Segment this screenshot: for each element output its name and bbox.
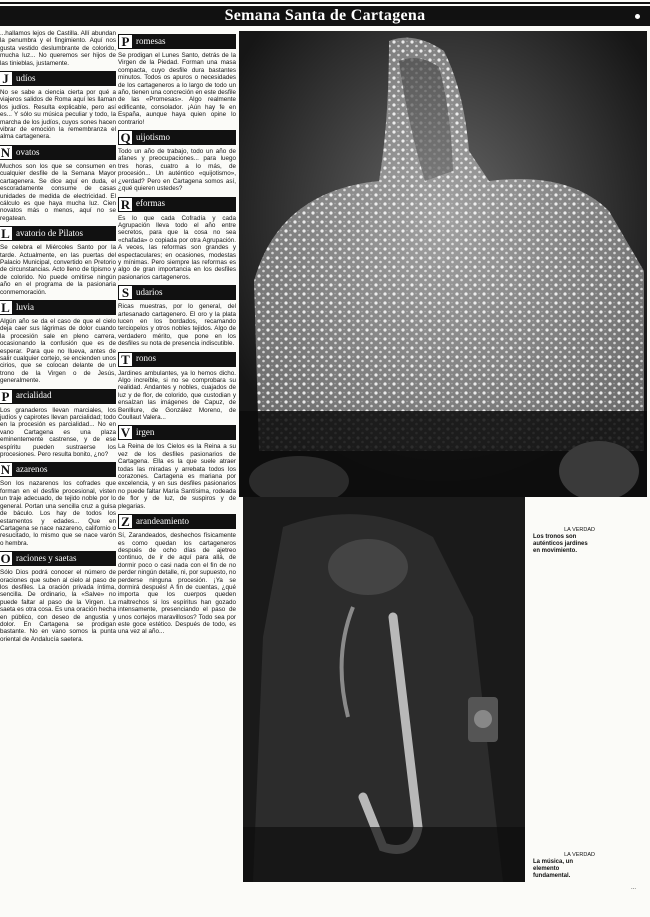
section-heading-text: irgen: [136, 427, 155, 438]
section-body-tronos: Jardines ambulantes, ya lo hemos dicho. Algo increíble, si no se comprobara su realidad. Andantes y nobles, cuajados de luz y de flor, de colorido, que custodian y ensalzan las imágenes de Capuz, de Benlliure, de González Moreno, de Coullaut Valera...: [118, 369, 236, 422]
section-heading-text: luvia: [16, 301, 34, 312]
drop-initial: T: [118, 352, 133, 367]
section-heading-oraciones: [0, 551, 116, 566]
caption-text: La música, un elemento fundamental.: [533, 859, 574, 879]
section-heading-text: ovatos: [16, 146, 40, 157]
section-heading-nazarenos: [0, 462, 116, 477]
middle-column: [118, 30, 236, 899]
section-body-virgen: La Reina de los Cielos es la Reina a su vez de los desfiles pasionarios de Cartagena. Ella es la que suele atraer todas las miradas y arrebata todos los corazones. Cartagena es mariana por excelencia, y en sus desfiles pasionarios no puede faltar María Santísima, rodeada de flor y de luz, de suspiros y de plegarias.: [118, 443, 236, 510]
throne-illustration: [239, 31, 647, 497]
section-heading-text: raciones y saetas: [16, 552, 77, 563]
section-heading-text: azarenos: [16, 464, 48, 475]
section-heading-text: udíos: [16, 72, 36, 83]
section-body-sudarios: Ricas muestras, por lo general, del artesanado cartagenero. El oro y la plata lucen en los bordados, recamando terciopelos y otros nobles tejidos. Algo de verdadero mérito, que pone en los desfiles su nota de presencia indiscutible.: [118, 303, 236, 348]
drop-initial: P: [0, 389, 13, 404]
section-body-nazarenos: Son los nazarenos los cofrades que forman en el desfile procesional, visten un traje adecuado, de tejido noble por lo general. Portan una sencilla cruz a guisa de báculo. Los hay de todos los estamentos y edades... Que en Cartagena se nace nazareno, californio o resucitado, lo mismo que se nace varón o hembra.: [0, 480, 116, 547]
drop-initial: Q: [118, 130, 133, 145]
photo-credit: LA VERDAD: [564, 852, 595, 858]
section-body-zarandeamiento: Sí, Zarandeados, deshechos físicamente es como quedan los cartageneros después de ocho días de ajetreo continuo, de ir de aquí para allá, de dormir poco o casi nada con el fin de no perder ningún detalle, ni, por supuesto, no perderse ninguna procesión. ¡Ya se dormirá después! A fin de cuentas, ¿qué importa que los cuerpos queden maltrechos si los espíritus han gozado intensamente, presenciando el paso de unos cortejos maravillosos? Todo sea por este goce estético. Después de todo, es una vez al año...: [118, 532, 236, 636]
section-heading-virgen: [118, 425, 236, 440]
page-banner: [0, 6, 650, 26]
drop-initial: P: [118, 34, 133, 49]
section-body-novatos: Muchos son los que se consumen en cualquier desfile de la Semana Mayor cartagenera. Se dice aquí en duda, el escoradamente consume de casas unidades de medida de electricidad. El cálculo es que haya mucha luz. Cien novatos más o menos, aquí no se regatean.: [0, 162, 116, 222]
drop-initial: L: [0, 300, 13, 315]
photo-band-musician: [243, 497, 525, 882]
drop-initial: N: [0, 145, 13, 160]
photo-credit: LA VERDAD: [564, 527, 595, 533]
drop-initial: R: [118, 197, 133, 212]
section-heading-judios: [0, 71, 116, 86]
section-heading-reformas: [118, 197, 236, 212]
section-heading-novatos: [0, 145, 116, 160]
section-heading-text: udarios: [136, 286, 163, 297]
section-body-oraciones: Sólo Dios podrá conocer el número de oraciones que suben al cielo al paso de los desfiles. La oración privada íntima, sencilla. De ordinario, la «Salve» no puede faltar al paso de la Virgen. La saeta es otra cosa. Es una oración hecha en público, con deseo de angustia y dolor. En Cartagena se prodigan bastante. No en vano somos la punta oriental de Andalucía saetera.: [0, 569, 116, 643]
section-heading-text: arcialidad: [16, 390, 52, 401]
section-body-lluvia: Algún año se da el caso de que el cielo deja caer sus lágrimas de dolor cuando la procesión sale en pleno carrera, ocasionando la confusión que es de esperar. Para que no llueva, antes de salir cualquier cortejo, se encienden unos cirios, que se colocan delante de un trono de la Virgen o de Jesús, generalmente.: [0, 317, 116, 385]
drop-initial: V: [118, 425, 133, 440]
drop-initial: L: [0, 226, 13, 241]
caption-throne: [533, 527, 595, 555]
section-heading-text: romesas: [136, 35, 166, 46]
drop-initial: Z: [118, 514, 133, 529]
drop-initial: S: [118, 285, 133, 300]
section-heading-text: eformas: [136, 198, 165, 209]
section-heading-text: ronos: [136, 353, 156, 364]
page-folio: ...: [630, 885, 636, 891]
section-heading-tronos: [118, 352, 236, 367]
section-heading-marcialidad: [0, 389, 116, 404]
top-rule: [0, 2, 650, 4]
drop-initial: O: [0, 551, 13, 566]
section-heading-quijotismo: [118, 130, 236, 145]
section-body-marcialidad: Los granaderos llevan marciales, los judíos y capirotes llevan parcialidad; todo en la procesión es parcialidad... No en vano Cartagena es una plaza eminentemente castrense, y de ese espíritu pueden sustraerse los procesiones. Pero resulta bonito, ¿no?: [0, 406, 116, 459]
musician-illustration: [243, 497, 525, 882]
section-body-quijotismo: Todo un año de trabajo, todo un año de afanes y preocupaciones... para luego tres horas, cuatro a lo más, de procesión... Un auténtico «quijotismo», ¿verdad? Pero en Cartagena somos así, ¿qué quieren ustedes?: [118, 148, 236, 193]
left-column: [0, 30, 116, 899]
caption-musician: [533, 852, 595, 880]
section-body-reformas: Es lo que cada Cofradía y cada Agrupación lleva todo el año entre secretos, para que la cosa no sea «chafada» o copiada por otra Agrupación. A veces, las reformas son grandes y espectaculares; en ocasiones, modestas y mínimas. Pero siempre las reformas es algo de gran importancia en los desfiles pasionarios cartageneros.: [118, 214, 236, 281]
caption-text: Los tronos son auténticos jardines en movimiento.: [533, 534, 588, 554]
left-intro-paragraph: ...hallamos lejos de Castilla. Allí abundan la penumbra y el fingimiento. Aquí nos gusta vestido deslumbrante de colorido, mucha luz... No queremos ser hijos de las tinieblas, justamente.: [0, 30, 116, 67]
section-heading-text: avatorio de Pilatos: [16, 227, 83, 238]
section-heading-promesas: [118, 34, 236, 49]
drop-initial: N: [0, 462, 13, 477]
section-heading-sudarios: [118, 285, 236, 300]
photo-illuminated-throne: [239, 31, 647, 497]
section-body-promesas: Se prodigan el Lunes Santo, detrás de la Virgen de la Piedad. Forman una masa compacta, cuyo desfile dura bastantes minutos. Todos os apuros o necesidades de los cartageneros a lo largo de todo un año, tienen una concreción en este desfile de las «Promesas». Algo realmente edificante, consolador. ¡Aún hay fe en España, aunque haya quien opine lo contrario!: [118, 52, 236, 126]
section-heading-text: arandeamiento: [136, 515, 189, 526]
section-body-lavatorio: Se celebra el Miércoles Santo por la tarde. Actualmente, en las puertas del Palacio Municipal, convertido en Pretorio de circunstancias. Acto lleno de tipismo y de colorido. No puede omitirse ningún año en el programa de la pasionaria conmemoración.: [0, 244, 116, 296]
section-heading-lluvia: [0, 300, 116, 315]
section-heading-lavatorio: [0, 226, 116, 241]
page-title: Semana Santa de Cartagena: [224, 7, 426, 24]
banner-bullet-icon: [635, 14, 640, 19]
section-heading-text: uijotismo: [136, 131, 171, 142]
section-body-judios: No se sabe a ciencia cierta por qué a viajeros salidos de Roma aquí les llaman los judíos. Resulta explicable, pero así es... Y sólo su música peculiar y todo, la marcha de los judíos, cuyos sones hacen vibrar de emoción la remembranza el alma cartagenera.: [0, 89, 116, 141]
drop-initial: J: [0, 71, 13, 86]
section-heading-zarandeamiento: [118, 514, 236, 529]
